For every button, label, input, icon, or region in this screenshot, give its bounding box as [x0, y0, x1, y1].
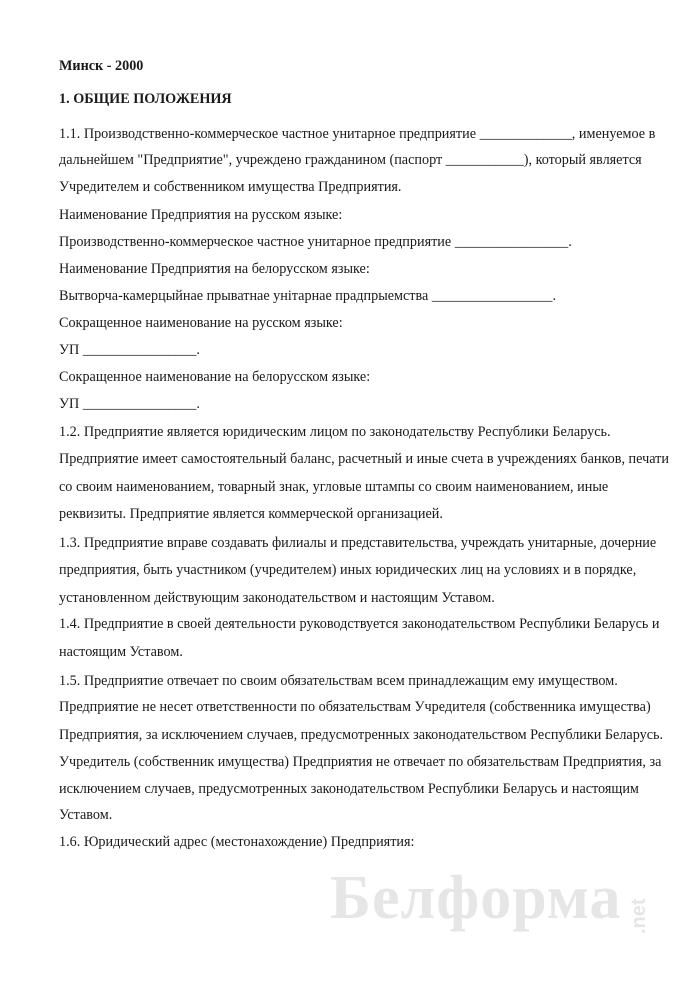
text-line: предприятия, быть участником (учредителем) иных юридических лиц на условиях и в порядке, [59, 562, 637, 578]
text-line: Вытворча-камерцыйнае прыватнае унітарнае прадпрыемства _________________. [59, 288, 556, 304]
text-line: со своим наименованием, товарный знак, угловые штампы со своим наименованием, иные [59, 479, 609, 495]
text-line: Предприятие не несет ответственности по обязательствам Учредителя (собственника имущества) [59, 699, 651, 715]
section-title: 1. ОБЩИЕ ПОЛОЖЕНИЯ [59, 91, 232, 107]
text-line: реквизиты. Предприятие является коммерческой организацией. [59, 506, 443, 522]
text-line: настоящим Уставом. [59, 644, 183, 660]
text-line: 1.6. Юридический адрес (местонахождение) Предприятия: [59, 834, 415, 850]
text-line: Учредителем и собственником имущества Предприятия. [59, 179, 402, 195]
text-line: 1.4. Предприятие в своей деятельности руководствуется законодательством Республики Беларусь и [59, 616, 660, 632]
watermark-logo: Белформа [330, 864, 622, 932]
text-line: УП ________________. [59, 396, 200, 412]
place-year-heading: Минск - 2000 [59, 58, 144, 74]
text-line: исключением случаев, предусмотренных законодательством Республики Беларусь и настоящим [59, 781, 639, 797]
text-line: 1.5. Предприятие отвечает по своим обязательствам всем принадлежащим ему имуществом. [59, 673, 618, 689]
text-line: 1.2. Предприятие является юридическим лицом по законодательству Республики Беларусь. [59, 424, 611, 440]
text-line: Сокращенное наименование на русском языке: [59, 315, 343, 331]
text-line: 1.1. Производственно-коммерческое частное унитарное предприятие _____________, именуемое в [59, 126, 656, 142]
text-line: Сокращенное наименование на белорусском языке: [59, 369, 371, 385]
text-line: Производственно-коммерческое частное унитарное предприятие ________________. [59, 234, 572, 250]
text-line: Учредитель (собственник имущества) Предприятия не отвечает по обязательствам Предприятия, за [59, 754, 662, 770]
text-line: установленном действующим законодательством и настоящим Уставом. [59, 590, 495, 606]
text-line: 1.3. Предприятие вправе создавать филиалы и представительства, учреждать унитарные, дочерние [59, 535, 657, 551]
text-line: Предприятия, за исключением случаев, предусмотренных законодательством Республики Беларусь. [59, 727, 664, 743]
watermark-suffix: .net [628, 898, 650, 934]
text-line: Наименование Предприятия на белорусском языке: [59, 261, 370, 277]
text-line: Наименование Предприятия на русском языке: [59, 207, 343, 223]
text-line: УП ________________. [59, 342, 200, 358]
text-line: Уставом. [59, 807, 113, 823]
text-line: дальнейшем "Предприятие", учреждено гражданином (паспорт ___________), который является [59, 152, 642, 168]
text-line: Предприятие имеет самостоятельный баланс, расчетный и иные счета в учреждениях банков, печати [59, 451, 669, 467]
